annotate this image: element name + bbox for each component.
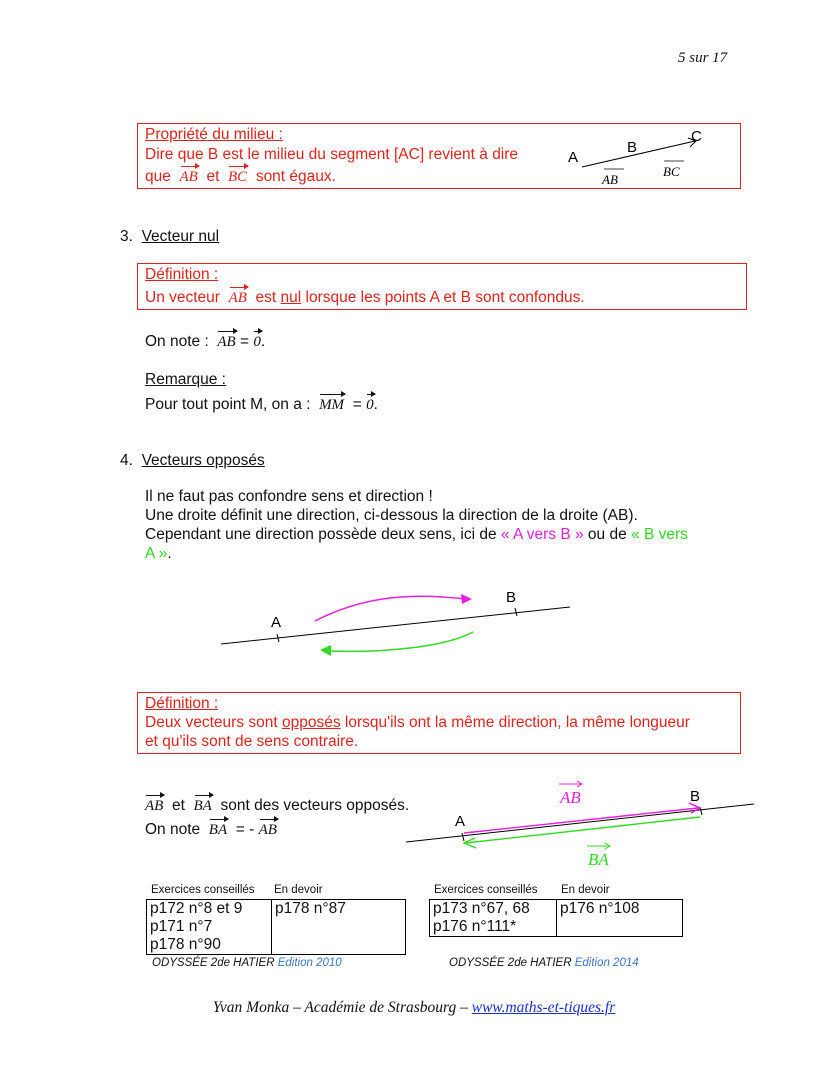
remark-title: Remarque : — [145, 371, 226, 388]
homework-header-2: En devoir — [561, 884, 610, 896]
exercises-table-2 — [429, 899, 683, 937]
paragraph-3: Cependant une direction possède deux sens, ici de « A vers B » ou de « B vers — [145, 526, 688, 543]
section-4-heading: 4. Vecteurs opposés — [120, 452, 265, 469]
direction-figure — [215, 585, 585, 665]
footer-link[interactable]: www.maths-et-tiques.fr — [471, 999, 616, 1016]
definition-opposes-title: Définition : — [145, 695, 219, 712]
label-vec-ba: BA — [588, 850, 609, 869]
homework-cell: p178 n°87 — [272, 900, 406, 955]
footer: Yvan Monka – Académie de Strasbourg – www.maths-et-tiques.fr — [212, 999, 616, 1016]
definition-opposes-line1: Deux vecteurs sont opposés lorsqu'ils ont la même direction, la même longueur — [145, 714, 690, 731]
remark-text: Pour tout point M, on a : MM = 0. — [145, 396, 378, 413]
label-b: B — [627, 139, 638, 156]
label-vec-ab: AB — [560, 788, 581, 807]
definition-opposes-line2: et qu'ils sont de sens contraire. — [145, 733, 359, 750]
opposed-vectors-text: AB et BA sont des vecteurs opposés. — [145, 797, 410, 814]
page-number: 5 sur 17 — [678, 50, 728, 66]
label-b: B — [690, 788, 701, 805]
exercises-table-1 — [146, 899, 406, 955]
book-caption-1: ODYSSÉE 2de HATIER Edition 2010 — [152, 957, 342, 969]
section-3-heading: 3. Vecteur nul — [120, 228, 220, 245]
property-milieu-line2: que AB et BC sont égaux. — [145, 168, 336, 185]
note-null-vector: On note : AB = 0. — [145, 333, 266, 350]
homework-header-1: En devoir — [274, 884, 323, 896]
vector-ab: AB — [229, 287, 247, 306]
definition-nul-text: Un vecteur AB est nul lorsque les points A et B sont confondus. — [145, 289, 585, 306]
label-vec-ab: AB — [602, 172, 618, 187]
exercises-header-1: Exercices conseillés — [151, 884, 255, 896]
label-a: A — [568, 149, 579, 166]
property-milieu-title: Propriété du milieu : — [145, 126, 283, 143]
paragraph-2: Une droite définit une direction, ci-dessous la direction de la droite (AB). — [145, 507, 638, 524]
opposed-vectors-figure — [400, 780, 760, 875]
label-vec-bc: BC — [663, 164, 680, 179]
paragraph-3-end: A ». — [145, 545, 172, 562]
homework-cell: p176 n°108 — [557, 900, 683, 937]
opposed-vectors-note: On note BA = - AB — [145, 821, 277, 838]
label-c: C — [691, 128, 702, 145]
milieu-figure — [560, 125, 740, 187]
label-b: B — [506, 589, 517, 606]
paragraph-1: Il ne faut pas confondre sens et direction ! — [145, 488, 433, 505]
label-a: A — [455, 813, 466, 830]
exercises-cell: p173 n°67, 68 p176 n°111* — [430, 900, 557, 937]
vector-bc: BC — [228, 166, 247, 185]
vector-ab: AB — [180, 166, 198, 185]
definition-nul-title: Définition : — [145, 266, 219, 283]
exercises-header-2: Exercices conseillés — [434, 884, 538, 896]
label-a: A — [271, 614, 282, 631]
exercises-cell: p172 n°8 et 9 p171 n°7 p178 n°90 — [147, 900, 272, 955]
book-caption-2: ODYSSÉE 2de HATIER Edition 2014 — [449, 957, 639, 969]
property-milieu-line1: Dire que B est le milieu du segment [AC] revient à dire — [145, 146, 519, 163]
